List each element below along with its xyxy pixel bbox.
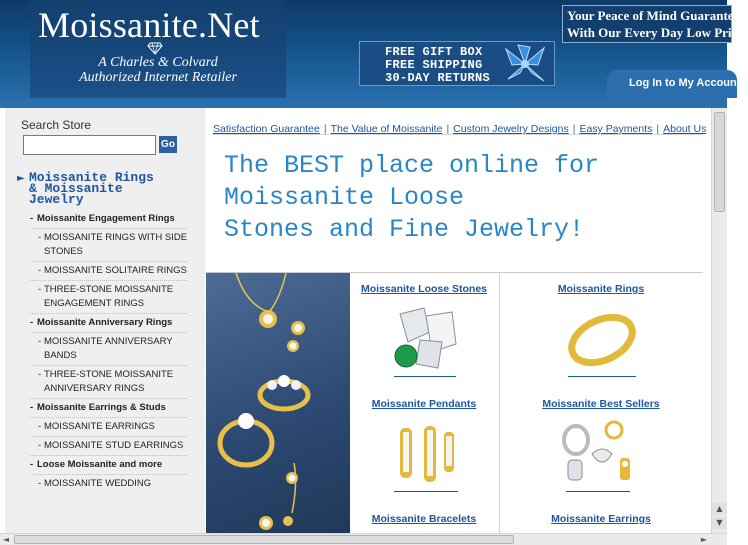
search-label: Search Store (21, 118, 92, 132)
bullet-dash: - (38, 440, 42, 451)
scroll-up-button[interactable] (712, 503, 727, 515)
nav-item-label: Moissanite Engagement Rings (37, 213, 175, 224)
best-sellers-image[interactable] (558, 418, 638, 488)
login-label: Log In to My Account (629, 77, 741, 89)
sidebar-panel (12, 108, 197, 533)
nav-subitem[interactable] (12, 264, 197, 278)
search-go-button[interactable]: Go (159, 136, 177, 153)
divider (394, 491, 458, 492)
nav-link-value-of-moissanite[interactable]: The Value of Moissanite (330, 123, 443, 135)
nav-subitem-label: MOISSANITE EARRINGS (44, 421, 155, 432)
site-header (0, 0, 748, 108)
jewelry-collage-image (206, 273, 350, 533)
nav-subitem[interactable] (12, 477, 197, 491)
caret-down-icon: ▼ (716, 518, 723, 527)
caret-up-icon: ▲ (716, 504, 723, 513)
scrollbar-thumb[interactable] (14, 535, 514, 544)
nav-link-custom-jewelry[interactable]: Custom Jewelry Designs (453, 123, 569, 135)
diamond-icon (148, 42, 162, 54)
caret-right-icon: ► (700, 535, 708, 544)
hero-line: Moissanite Loose (224, 183, 465, 212)
nav-link-satisfaction-guarantee[interactable]: Satisfaction Guarantee (213, 123, 320, 135)
divider (394, 376, 456, 377)
promo-free-shipping: FREE SHIPPING (385, 58, 483, 72)
nav-subitem-label: THREE-STONE MOISSANITE ANNIVERSARY RINGS (44, 369, 174, 394)
divider (30, 280, 187, 281)
horizontal-scrollbar[interactable] (0, 533, 727, 545)
bullet-dash: - (30, 317, 34, 328)
category-link-loose-stones[interactable]: Moissanite Loose Stones (360, 283, 488, 295)
category-link-best-sellers[interactable]: Moissanite Best Sellers (542, 398, 660, 410)
divider (30, 365, 187, 366)
scroll-down-button[interactable] (712, 517, 727, 529)
separator: | (572, 123, 576, 135)
triangle-right-icon: ► (17, 173, 25, 184)
category-nav (12, 212, 197, 491)
nav-item[interactable] (12, 212, 197, 226)
nav-top-line: Moissanite Rings (29, 170, 154, 185)
nav-subitem[interactable] (12, 335, 197, 363)
nav-item[interactable] (12, 316, 197, 330)
site-logo[interactable] (30, 0, 286, 98)
scroll-left-button[interactable] (0, 534, 12, 545)
column-divider (499, 273, 500, 533)
bullet-dash: - (38, 336, 42, 347)
divider (568, 376, 636, 377)
nav-subitem[interactable] (12, 368, 197, 396)
nav-item-label: Moissanite Anniversary Rings (37, 317, 173, 328)
nav-item[interactable] (12, 401, 197, 415)
divider (30, 455, 187, 456)
nav-subitem[interactable] (12, 283, 197, 311)
price-guarantee-box[interactable] (562, 5, 748, 43)
search-input[interactable] (23, 135, 156, 155)
nav-subitem-label: THREE-STONE MOISSANITE ENGAGEMENT RINGS (44, 284, 174, 309)
low-price-line: With Our Every Day Low Prices (567, 25, 748, 40)
divider (30, 261, 187, 262)
category-link-earrings[interactable]: Moissanite Earrings (551, 513, 651, 525)
category-link-rings[interactable]: Moissanite Rings (557, 283, 645, 295)
nav-subitem-label: MOISSANITE ANNIVERSARY BANDS (44, 336, 173, 361)
guarantee-line: Your Peace of Mind Guarantee (567, 8, 740, 23)
divider (213, 134, 703, 135)
nav-link-about-us[interactable]: About Us (663, 123, 707, 135)
divider (30, 332, 187, 333)
separator: | (446, 123, 450, 135)
bullet-dash: - (30, 402, 34, 413)
separator: | (656, 123, 660, 135)
divider (30, 313, 187, 314)
top-navigation (213, 117, 707, 135)
login-button[interactable] (607, 70, 741, 98)
divider (30, 417, 187, 418)
jewelry-photo (206, 273, 350, 533)
separator: | (323, 123, 327, 135)
logo-title: Moissanite.Net (38, 5, 260, 45)
divider (30, 436, 187, 437)
nav-top-line: & Moissanite (29, 181, 123, 196)
gift-bow-icon (498, 43, 552, 85)
nav-subitem[interactable] (12, 420, 197, 434)
nav-link-easy-payments[interactable]: Easy Payments (579, 123, 653, 135)
bullet-dash: - (38, 369, 42, 380)
nav-top-category[interactable] (17, 172, 192, 205)
rings-image[interactable] (562, 302, 642, 372)
pendants-image[interactable] (386, 418, 466, 488)
divider (566, 491, 630, 492)
bullet-dash: - (38, 232, 42, 243)
bullet-dash: - (38, 265, 42, 276)
promo-banner[interactable] (359, 41, 555, 86)
bullet-dash: - (30, 213, 34, 224)
nav-subitem-label: MOISSANITE STUD EARRINGS (44, 440, 184, 451)
scrollbar-thumb[interactable] (714, 112, 725, 212)
nav-subitem[interactable] (12, 231, 197, 259)
nav-item-label: Loose Moissanite and more (37, 459, 163, 470)
divider (30, 474, 187, 475)
caret-left-icon: ◄ (2, 535, 10, 544)
bullet-dash: - (30, 459, 34, 470)
sidebar (5, 108, 205, 533)
bullet-dash: - (38, 478, 42, 489)
category-link-pendants[interactable]: Moissanite Pendants (371, 398, 477, 410)
bullet-dash: - (38, 421, 42, 432)
divider (30, 228, 187, 229)
bullet-dash: - (38, 284, 42, 295)
logo-tagline: Authorized Internet Retailer (79, 70, 237, 85)
nav-top-line: Jewelry (29, 192, 84, 207)
nav-subitem-label: MOISSANITE SOLITAIRE RINGS (44, 265, 187, 276)
scroll-right-button[interactable] (698, 534, 710, 545)
promo-returns: 30-DAY RETURNS (385, 71, 491, 85)
loose-stones-image[interactable] (386, 302, 466, 372)
category-link-bracelets[interactable]: Moissanite Bracelets (371, 513, 477, 525)
hero-line: The BEST place online for (224, 151, 600, 180)
hero-line: Stones and Fine Jewelry! (224, 215, 585, 244)
nav-item-label: Moissanite Earrings & Studs (37, 402, 166, 413)
nav-subitem-label: MOISSANITE RINGS WITH SIDE STONES (44, 232, 188, 257)
hero-headline (224, 150, 704, 246)
logo-subtitle: A Charles & Colvard (98, 55, 218, 70)
divider (30, 398, 187, 399)
vertical-scrollbar[interactable] (711, 108, 727, 533)
nav-item[interactable] (12, 458, 197, 472)
nav-subitem[interactable] (12, 439, 197, 453)
promo-gift-box: FREE GIFT BOX (385, 45, 483, 59)
nav-subitem-label: MOISSANITE WEDDING (44, 478, 152, 489)
